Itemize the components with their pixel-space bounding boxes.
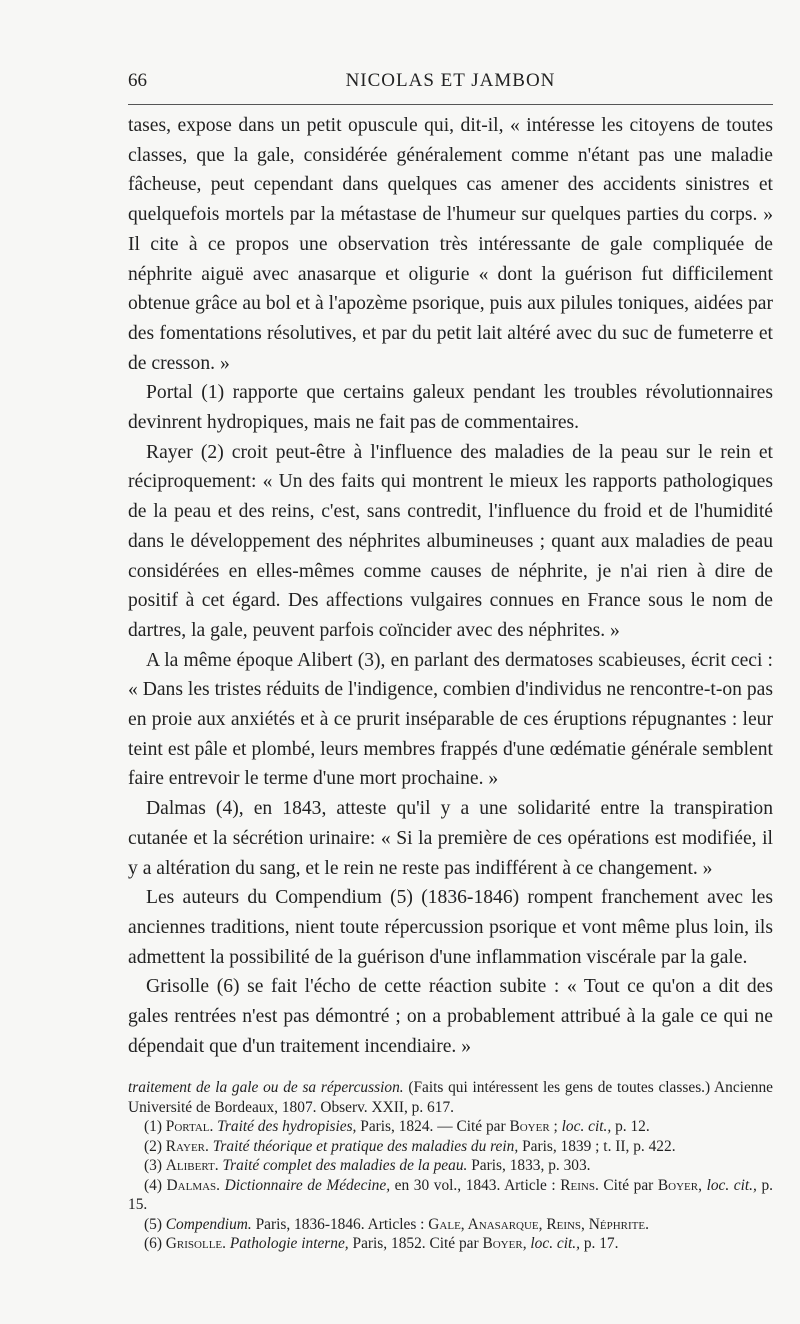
footnote-4: (4) Dalmas. Dictionnaire de Médecine, en 30 vol., 1843. Article : Reins. Cité par Boyer, loc. cit., p. 15. <box>128 1176 774 1213</box>
page-header <box>128 60 773 94</box>
header-rule <box>128 104 773 105</box>
footnote-2: (2) Rayer. Traité théorique et pratique des maladies du rein, Paris, 1839 ; t. II, p. 422. <box>144 1137 676 1155</box>
paragraph-2: Portal (1) rapporte que certains galeux pendant les troubles révolutionnaires devinrent hydropiques, mais ne fait pas de commentaires. <box>128 382 773 434</box>
paragraph-7: Grisolle (6) se fait l'écho de cette réaction subite : « Tout ce qu'on a dit des gales rentrées n'est pas démontré ; on a probablement attribué à la gale ce qui ne dépendait que d'un traitement incendiaire. » <box>128 976 773 1057</box>
running-title: NICOLAS ET JAMBON <box>345 70 556 91</box>
page-number: 66 <box>128 70 147 91</box>
footnotes <box>128 1078 773 1254</box>
paragraph-5: Dalmas (4), en 1843, atteste qu'il y a une solidarité entre la transpiration cutanée et la sécrétion urinaire: « Si la première de ces opérations est modifiée, il y a altération du sang, et le rein ne reste pas indifférent à ce changement. » <box>128 798 773 879</box>
footnote-3: (3) Alibert. Traité complet des maladies de la peau. Paris, 1833, p. 303. <box>144 1157 591 1174</box>
footnote-1: (1) Portal. Traité des hydropisies, Paris, 1824. — Cité par Boyer ; loc. cit., p. 12. <box>144 1118 650 1135</box>
footnote-6: (6) Grisolle. Pathologie interne, Paris, 1852. Cité par Boyer, loc. cit., p. 17. <box>144 1235 619 1252</box>
paragraph-6: Les auteurs du Compendium (5) (1836-1846) rompent franchement avec les anciennes traditions, nient toute répercussion psorique et vont même plus loin, ils admettent la possibilité de la guérison d'une inflammation viscérale par la gale. <box>128 887 773 968</box>
body-text <box>128 111 773 1062</box>
footnote-continuation: traitement de la gale ou de sa répercussion. (Faits qui intéressent les gens de toutes classes.) Ancienne Université de Bordeaux, 1807. Observ. XXII, p. 617. <box>128 1079 773 1116</box>
paragraph-3: Rayer (2) croit peut-être à l'influence des maladies de la peau sur le rein et réciproquement: « Un des faits qui montrent le mieux les rapports pathologiques de la peau et des reins, c'est, sans contredit, l'influence du froid et de l'humidité dans le développement des néphrites albumineuses ; quant aux maladies de peau considérées en elles-mêmes comme causes de néphrite, je n'ai rien à dire de positif à cet égard. Des affections vulgaires connues en France sous le nom de dartres, la gale, peuvent parfois coïncider avec des néphrites. » <box>128 441 773 641</box>
footnote-5: (5) Compendium. Paris, 1836-1846. Articles : Gale, Anasarque, Reins, Néphrite. <box>144 1215 649 1233</box>
paragraph-4: A la même époque Alibert (3), en parlant des dermatoses scabieuses, écrit ceci : « Dans les tristes réduits de l'indigence, combien d'individus ne rencontre-t-on pas en proie aux anxiétés et à ce prurit inséparable de ces éruptions répugnantes : leur teint est pâle et plombé, leurs membres frappés d'une œdématie générale semblent faire entrevoir le terme d'une mort prochaine. » <box>128 649 773 790</box>
paragraph-1: tases, expose dans un petit opuscule qui, dit-il, « intéresse les citoyens de toutes classes, que la gale, considérée généralement comme n'étant pas une maladie fâcheuse, peut cependant dans quelques cas amener des accidents sinistres et quelquefois mortels par la métastase de l'humeur sur quelques parties du corps. » Il cite à ce propos une observation très intéressante de gale compliquée de néphrite aiguë avec anasarque et oligurie « dont la guérison fut difficilement obtenue grâce au bol et à l'apozème psorique, puis aux pilules toniques, aidées par des fomentations résolutives, et par du petit lait altéré avec du suc de fumeterre et de cresson. » <box>128 115 773 374</box>
